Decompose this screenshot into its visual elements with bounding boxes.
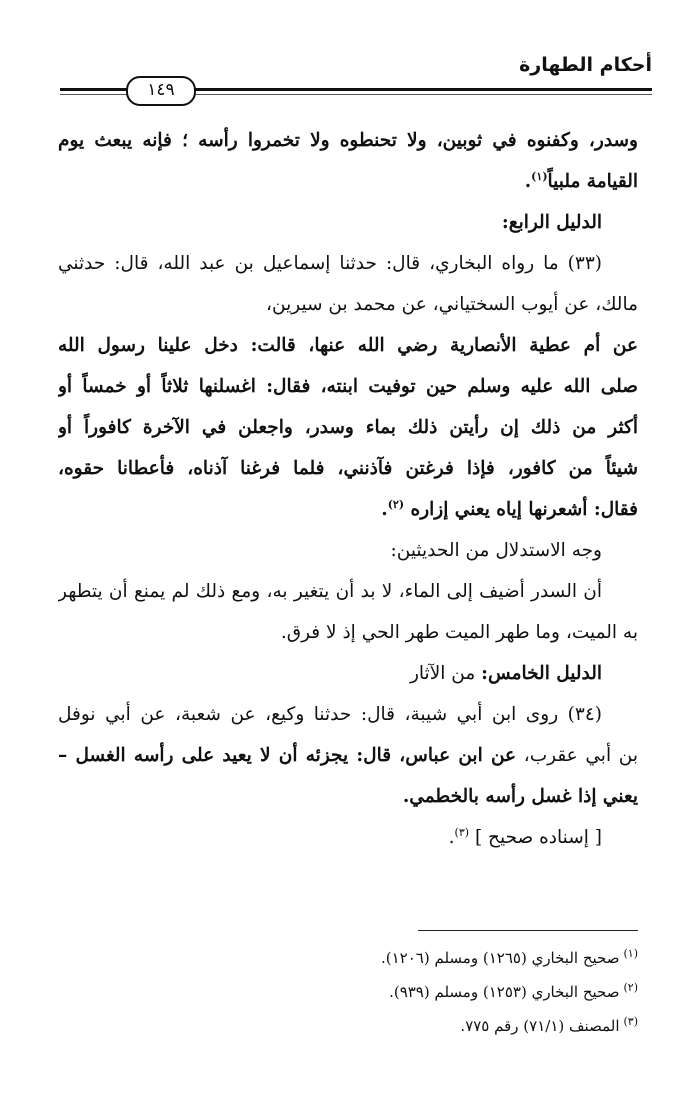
footnote-ref-2[interactable]: (٢): [387, 497, 405, 511]
line-text: عن أم عطية الأنصارية رضي الله عنها، قالت: دخل علينا رسول الله: [58, 335, 638, 356]
heading-text: الدليل الرابع:: [501, 212, 602, 233]
line-text: وجه الاستدلال من الحديثين:: [390, 540, 602, 561]
footnotes: [58, 930, 638, 1043]
text-line-4: [58, 243, 638, 284]
text-line-13: [58, 612, 638, 653]
line-text: أكثر من ذلك إن رأيتن ذلك بماء وسدر، واجعلن في الآخرة كافوراً أو: [58, 417, 638, 438]
page-number: ١٤٩: [126, 76, 196, 106]
text-line-6: [58, 325, 638, 366]
line-text: مالك، عن أيوب السختياني، عن محمد بن سيرين،: [266, 294, 638, 315]
section-heading-fifth-proof: [58, 653, 638, 694]
footnote-text: صحيح البخاري (١٢٥٣) ومسلم (٩٣٩).: [389, 983, 620, 1001]
line-suffix: .: [448, 827, 455, 848]
text-line-12: [58, 571, 638, 612]
line-text: يعني إذا غسل رأسه بالخطمي.: [402, 786, 638, 807]
section-heading-fourth-proof: [58, 202, 638, 243]
line-text: أن السدر أضيف إلى الماء، لا بد أن يتغير به، ومع ذلك لم يمنع أن يتطهر: [58, 581, 602, 602]
text-line-18: [58, 817, 638, 858]
footnote-number: (١): [623, 947, 638, 960]
line-text: به الميت، وما طهر الميت طهر الحي إذ لا فرق.: [280, 622, 638, 643]
text-line-17: [58, 776, 638, 817]
text-line-10: [58, 489, 638, 530]
text-line-8: [58, 407, 638, 448]
body-text: [58, 120, 638, 858]
page-header: [60, 52, 652, 98]
text-line-1: [58, 120, 638, 161]
line-suffix: .: [381, 499, 388, 520]
line-suffix: .: [524, 171, 532, 192]
text-line-5: [58, 284, 638, 325]
footnote-text: صحيح البخاري (١٢٦٥) ومسلم (١٢٠٦).: [381, 949, 620, 967]
footnote-ref-3[interactable]: (٣): [454, 825, 470, 839]
footnote-2: [58, 975, 638, 1009]
footnote-1: [58, 941, 638, 975]
footnote-text: المصنف (٧١/١) رقم ٧٧٥.: [460, 1017, 620, 1035]
text-line-16: [58, 735, 638, 776]
running-title: أحكام الطهارة: [519, 54, 652, 76]
text-line-11: [58, 530, 638, 571]
line-text: (٣٣) ما رواه البخاري، قال: حدثنا إسماعيل بن عبد الله، قال: حدثني: [58, 253, 602, 274]
heading-text: الدليل الخامس:: [481, 663, 602, 684]
line-text: القيامة ملبياً: [547, 171, 638, 192]
line-text: وسدر، وكفنوه في ثوبين، ولا تحنطوه ولا تخمروا رأسه ؛ فإنه يبعث يوم: [58, 130, 638, 151]
line-text: صلى الله عليه وسلم حين توفيت ابنته، فقال: اغسلنها ثلاثاً أو خمساً أو: [58, 376, 638, 397]
line-text: فقال: أشعرنها إياه يعني إزاره: [410, 499, 638, 520]
line-text: [ إسناده صحيح ]: [474, 827, 602, 848]
heading-subtext: من الآثار: [409, 663, 482, 684]
footnote-number: (٣): [623, 1015, 638, 1028]
footnote-number: (٢): [623, 981, 638, 994]
line-text: (٣٤) روى ابن أبي شيبة، قال: حدثنا وكيع، عن شعبة، عن أبي نوفل: [58, 704, 602, 725]
text-line-15: [58, 694, 638, 735]
text-line-7: [58, 366, 638, 407]
footnote-3: [58, 1009, 638, 1043]
text-line-9: [58, 448, 638, 489]
footnote-ref-1[interactable]: (١): [531, 169, 548, 183]
text-line-2: [58, 161, 638, 202]
footnote-separator: [418, 930, 638, 931]
line-text: بن أبي عقرب،: [516, 745, 638, 766]
line-text-bold: عن ابن عباس، قال: يجزئه أن لا يعيد على رأسه الغسل –: [58, 745, 517, 766]
line-text: شيئاً من كافور، فإذا فرغتن فآذنني، فلما فرغنا آذناه، فأعطانا حقوه،: [58, 458, 638, 479]
